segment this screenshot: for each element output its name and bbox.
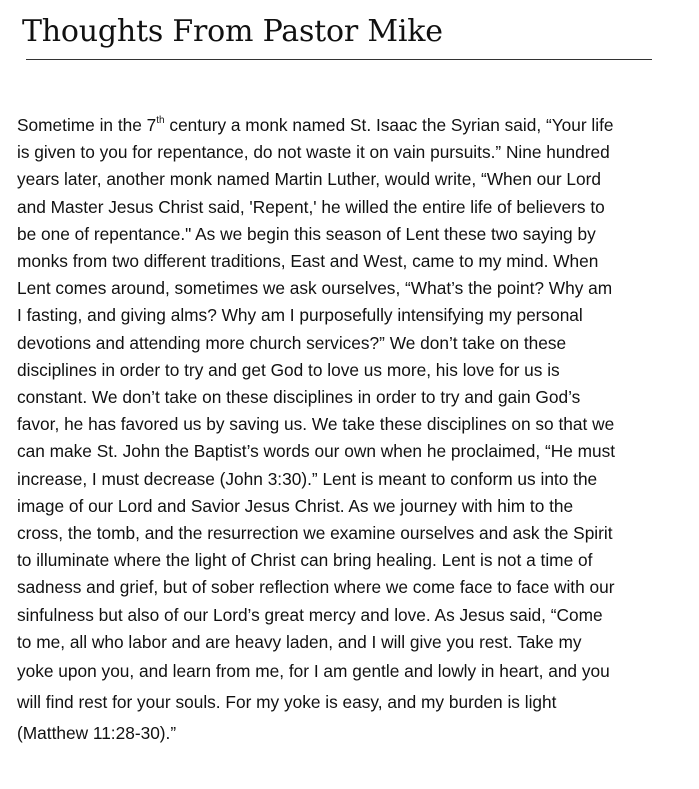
article-line: sinfulness but also of our Lord’s great mercy and love. As Jesus said, “Come [17, 604, 603, 625]
article-line [17, 112, 687, 139]
article-line: to me, all who labor and are heavy laden, and I will give you rest. Take my [17, 631, 582, 652]
article-line: monks from two different traditions, East and West, came to my mind. When [17, 251, 599, 272]
article-line: cross, the tomb, and the resurrection we examine ourselves and ask the Spirit [17, 523, 613, 544]
article-line: increase, I must decrease (John 3:30).” Lent is meant to conform us into the [17, 468, 598, 489]
ordinal-suffix: th [156, 115, 165, 127]
page-title: Thoughts From Pastor Mike [22, 14, 443, 49]
article-line: I fasting, and giving alms? Why am I purposefully intensifying my personal [17, 305, 583, 326]
article-line: devotions and attending more church services?” We don’t take on these [17, 332, 567, 353]
article-text: century a monk named St. Isaac the Syrian said, “Your life [164, 115, 614, 135]
article-line: to illuminate where the light of Christ can bring healing. Lent is not a time of [17, 550, 593, 571]
article-line: constant. We don’t take on these disciplines in order to try and gain God’s [17, 387, 581, 408]
article-line: years later, another monk named Martin Luther, would write, “When our Lord [17, 169, 602, 190]
article-line: and Master Jesus Christ said, 'Repent,' he willed the entire life of believers to [17, 196, 605, 217]
article-line: yoke upon you, and learn from me, for I am gentle and lowly in heart, and you [17, 661, 610, 682]
article-line: can make St. John the Baptist’s words our own when he proclaimed, “He must [17, 441, 616, 462]
article-line: is given to you for repentance, do not waste it on vain pursuits.” Nine hundred [17, 142, 610, 163]
article-line: sadness and grief, but of sober reflection where we come face to face with our [17, 577, 615, 598]
article-body [17, 112, 687, 749]
title-underline [26, 59, 652, 60]
article-line: favor, he has favored us by saving us. We take these disciplines on so that we [17, 414, 615, 435]
article-line: image of our Lord and Savior Jesus Christ. As we journey with him to the [17, 495, 574, 516]
article-line: disciplines in order to try and get God to love us more, his love for us is [17, 359, 560, 380]
article-line: be one of repentance." As we begin this season of Lent these two saying by [17, 223, 596, 244]
article-line: Lent comes around, sometimes we ask ourselves, “What’s the point? Why am [17, 278, 613, 299]
article-text: Sometime in the 7 [17, 115, 157, 135]
article-line: will find rest for your souls. For my yoke is easy, and my burden is light [17, 692, 557, 713]
article-line: (Matthew 11:28-30).” [17, 723, 177, 744]
